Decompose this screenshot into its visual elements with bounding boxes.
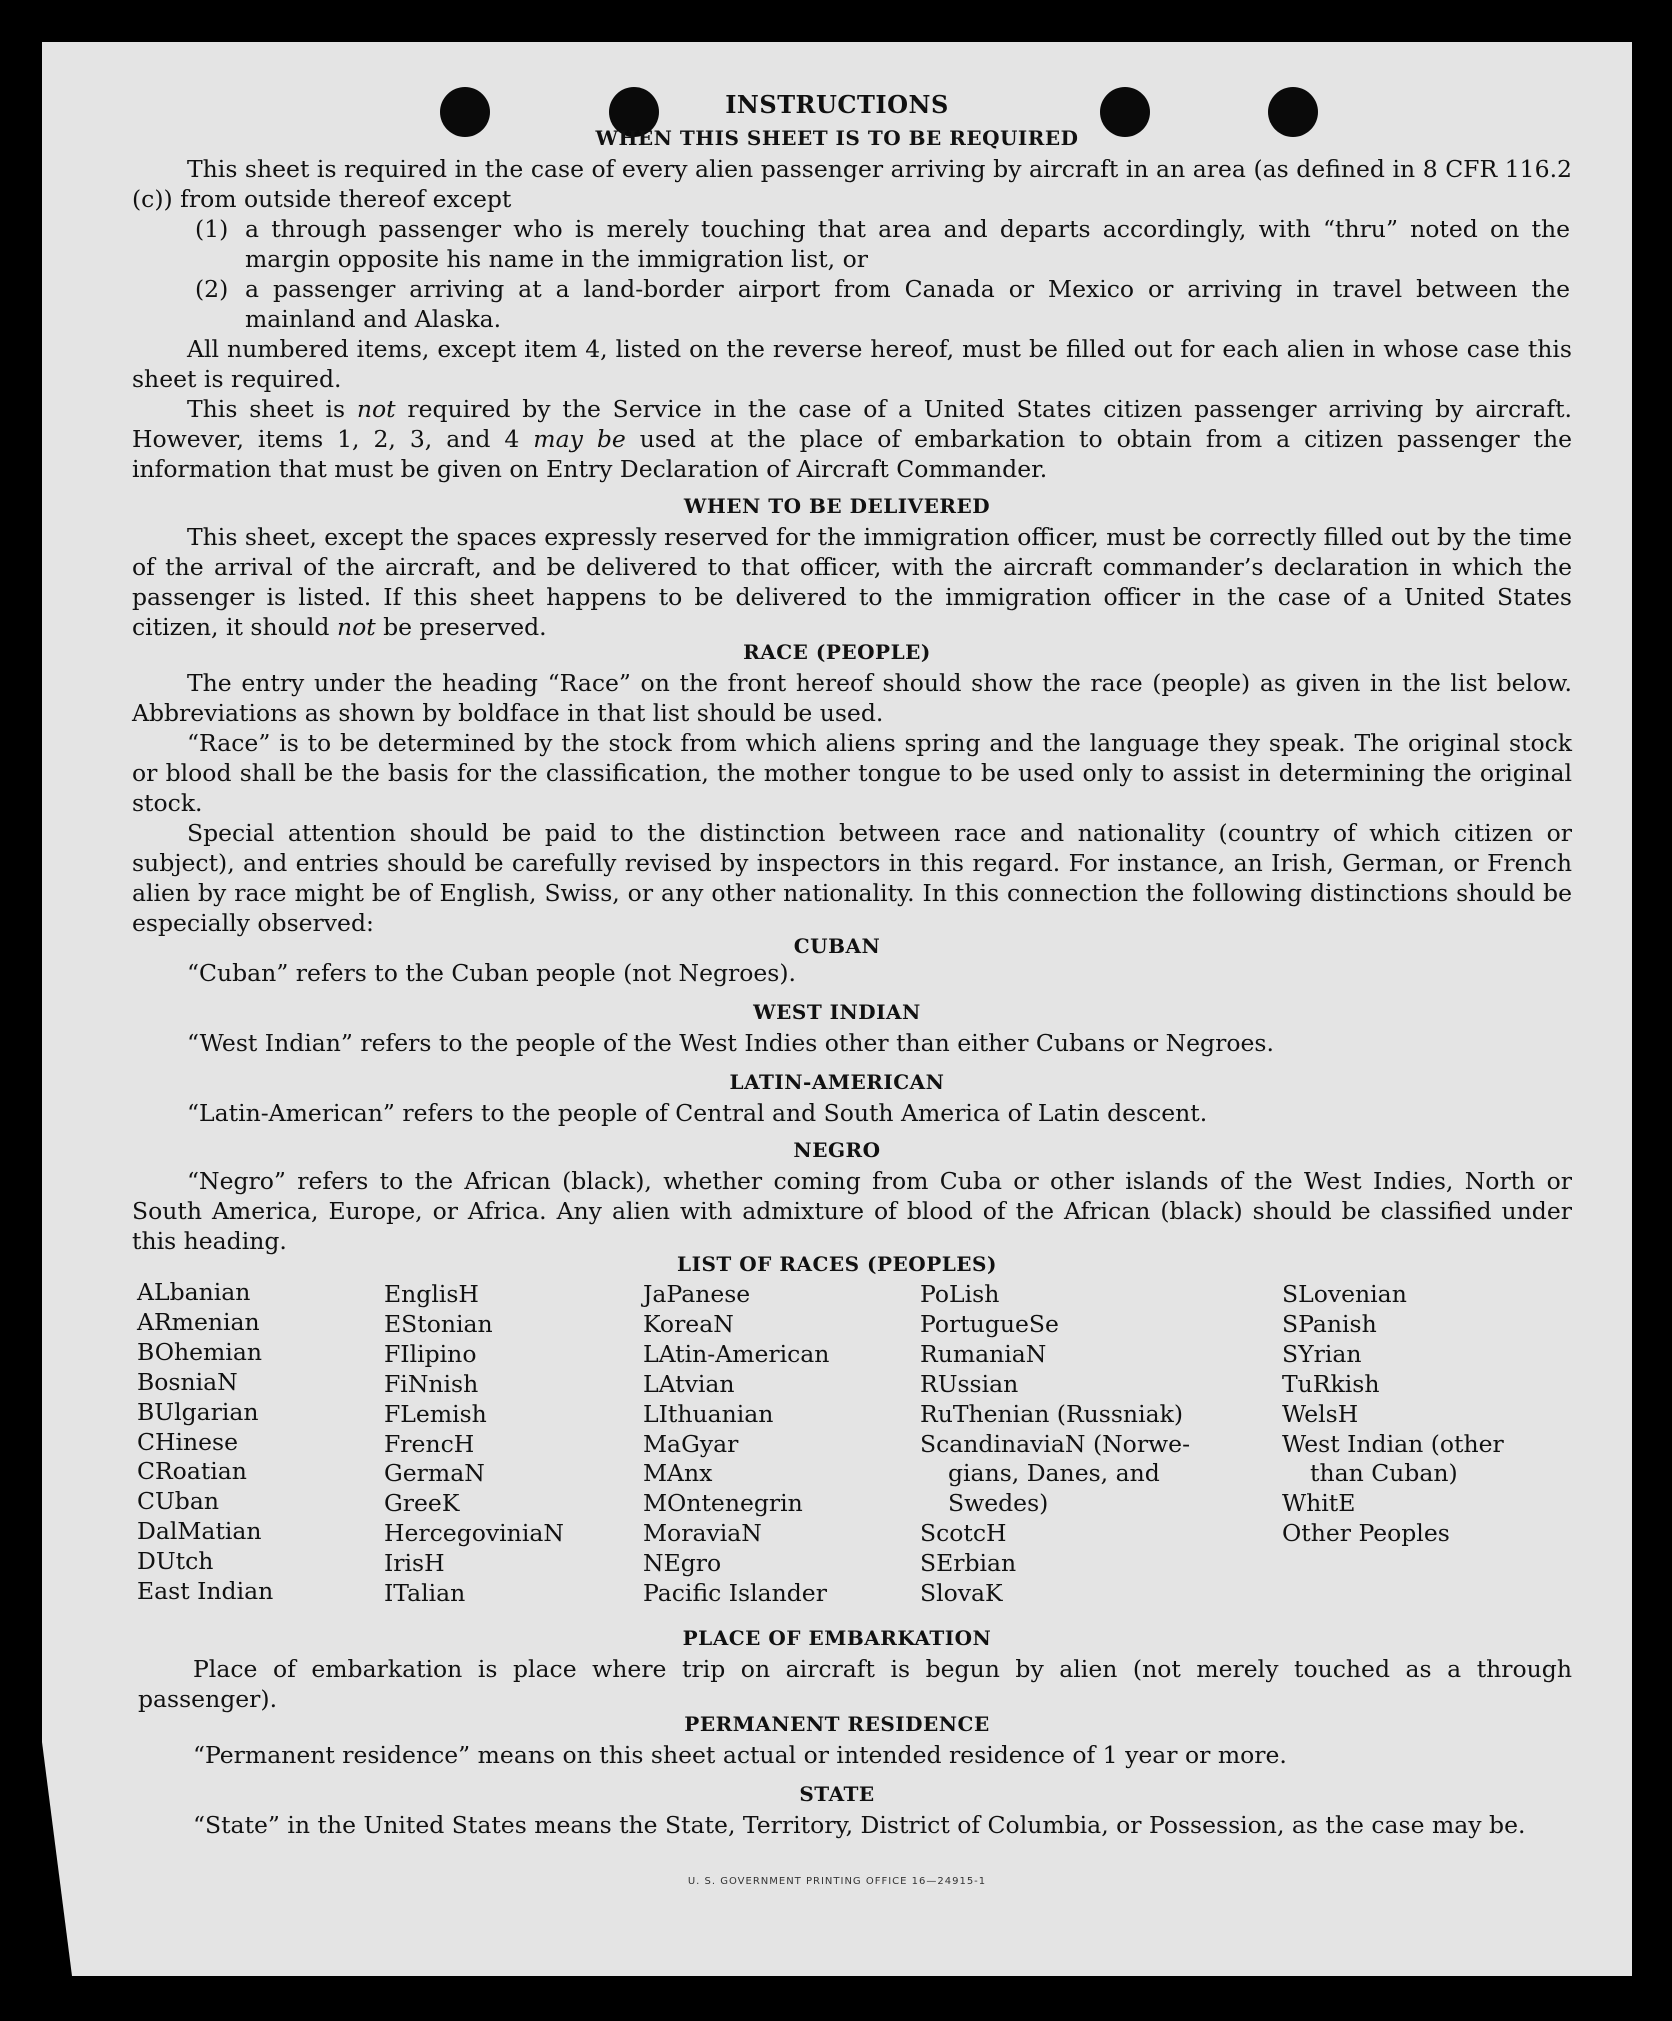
race-entry: IrisH — [384, 1549, 445, 1578]
paragraph: The entry under the heading “Race” on the front hereof should show the race (people) as given in the list below. Abbreviations as shown by boldface in that list should be used. — [132, 669, 1572, 727]
race-entry: HercegoviniaN — [384, 1519, 564, 1548]
race-entry: RUssian — [920, 1369, 1019, 1398]
races-column-1 — [137, 1278, 273, 1607]
paragraph: “Race” is to be determined by the stock from which aliens spring and the language they speak. The original stock or blood shall be the basis for the classification, the mother tongue to be used only to assist in determining the original stock. — [132, 729, 1572, 817]
emphasis: not — [356, 395, 396, 423]
race-entry: BUlgarian — [137, 1397, 259, 1426]
race-entry: GreeK — [384, 1489, 460, 1518]
list-item — [195, 214, 1570, 274]
section-heading-list-of-races: LIST OF RACES (PEOPLES) — [677, 1252, 997, 1276]
section-heading-latin-american: LATIN-AMERICAN — [729, 1070, 945, 1094]
document-sheet — [42, 42, 1632, 1976]
text-run: used at the place of embarkation to obtain from a citizen passenger the information that must be given on Entry Declaration of Aircraft Commander. — [132, 425, 1572, 483]
race-entry: LIthuanian — [643, 1399, 774, 1428]
paragraph: “Permanent residence” means on this sheet actual or intended residence of 1 year or more. — [193, 1741, 1287, 1769]
section-heading-state: STATE — [799, 1782, 875, 1806]
race-entry: RuThenian (Russniak) — [920, 1399, 1183, 1428]
emphasis: not — [336, 613, 376, 641]
race-entry: EnglisH — [384, 1280, 479, 1308]
race-entry: EStonian — [384, 1309, 493, 1338]
race-entry: gians, Danes, and — [948, 1459, 1160, 1488]
text-run: This sheet is — [187, 395, 357, 423]
race-entry: SPanish — [1282, 1309, 1377, 1338]
race-entry: FrencH — [384, 1429, 475, 1458]
text-run: This sheet, except the spaces expressly reserved for the immigration officer, must be correctly filled out by the time of the arrival of the aircraft, and be delivered to that officer, with the aircraft commander’s declaration in which the passenger is listed. If this sheet happens to be delivered to the immigration officer in the case of a United States citizen, it should — [132, 523, 1572, 641]
paragraph: “Latin-American” refers to the people of Central and South America of Latin descent. — [187, 1099, 1208, 1127]
section-heading-residence: PERMANENT RESIDENCE — [684, 1712, 990, 1736]
race-entry: DUtch — [137, 1547, 214, 1576]
race-entry: Swedes) — [948, 1489, 1049, 1518]
race-entry: RumaniaN — [920, 1339, 1047, 1368]
race-entry: WhitE — [1282, 1489, 1356, 1518]
races-column-2 — [384, 1280, 564, 1609]
text-run: be preserved. — [375, 613, 547, 641]
printer-imprint: U. S. GOVERNMENT PRINTING OFFICE 16—24915-1 — [687, 1876, 987, 1887]
item-number: (1) — [195, 215, 229, 243]
race-entry: NEgro — [643, 1549, 722, 1578]
race-entry: East Indian — [137, 1577, 274, 1606]
section-heading-negro: NEGRO — [793, 1138, 881, 1162]
section-heading-west-indian: WEST INDIAN — [753, 1000, 921, 1024]
race-entry: FiNnish — [384, 1369, 479, 1398]
race-entry: MaGyar — [643, 1429, 739, 1458]
race-entry: DalMatian — [137, 1517, 262, 1546]
race-entry: CUban — [137, 1487, 219, 1516]
paragraph: “Cuban” refers to the Cuban people (not Negroes). — [187, 959, 797, 987]
race-entry: ITalian — [384, 1579, 466, 1608]
paragraph: This sheet is required in the case of every alien passenger arriving by aircraft in an area (as defined in 8 CFR 116.2 (c)) from outside thereof except — [132, 155, 1572, 213]
race-entry: Other Peoples — [1282, 1519, 1450, 1548]
race-entry: WelsH — [1282, 1399, 1359, 1428]
races-column-5 — [1282, 1280, 1504, 1549]
item-text: a through passenger who is merely touching that area and departs accordingly, with “thru” noted on the margin opposite his name in the immigration list, or — [245, 215, 1570, 273]
race-entry: CRoatian — [137, 1457, 247, 1486]
race-entry: SYrian — [1282, 1339, 1362, 1368]
race-entry: MAnx — [643, 1459, 713, 1488]
race-entry: GermaN — [384, 1459, 485, 1488]
section-heading-race: RACE (PEOPLE) — [743, 640, 931, 664]
item-text: a passenger arriving at a land-border airport from Canada or Mexico or arriving in travel between the mainland and Alaska. — [245, 275, 1570, 333]
paragraph — [132, 522, 1572, 642]
race-entry: MOntenegrin — [643, 1489, 803, 1518]
race-entry: SlovaK — [920, 1579, 1003, 1608]
paragraph: All numbered items, except item 4, listed on the reverse hereof, must be filled out for each alien in whose case this sheet is required. — [132, 335, 1572, 393]
race-entry: KoreaN — [643, 1309, 734, 1338]
race-entry: TuRkish — [1282, 1369, 1380, 1398]
race-entry: ScandinaviaN (Norwe- — [920, 1429, 1191, 1458]
paragraph — [132, 394, 1572, 484]
section-heading-required: WHEN THIS SHEET IS TO BE REQUIRED — [595, 126, 1079, 150]
race-entry: LAtin-American — [643, 1339, 830, 1368]
section-heading-embarkation: PLACE OF EMBARKATION — [682, 1626, 992, 1650]
race-entry: ALbanian — [137, 1278, 251, 1306]
race-entry: than Cuban) — [1310, 1459, 1458, 1488]
race-entry: BosniaN — [137, 1367, 238, 1396]
race-entry: MoraviaN — [643, 1519, 762, 1548]
race-entry: FIlipino — [384, 1339, 477, 1368]
race-entry: ScotcH — [920, 1519, 1007, 1548]
race-entry: FLemish — [384, 1399, 487, 1428]
race-entry: LAtvian — [643, 1369, 735, 1398]
paragraph: “West Indian” refers to the people of the West Indies other than either Cubans or Negroes. — [187, 1029, 1274, 1057]
race-entry: West Indian (other — [1282, 1429, 1504, 1458]
section-heading-cuban: CUBAN — [793, 934, 881, 958]
races-column-4 — [920, 1280, 1190, 1609]
race-entry: ARmenian — [137, 1307, 260, 1336]
paragraph: Place of embarkation is place where trip on aircraft is begun by alien (not merely touched as a through passenger). — [138, 1655, 1572, 1713]
page-title: INSTRUCTIONS — [725, 90, 949, 119]
race-entry: SErbian — [920, 1549, 1017, 1578]
section-heading-delivered: WHEN TO BE DELIVERED — [683, 494, 991, 518]
race-entry: SLovenian — [1282, 1280, 1407, 1308]
race-entry: Pacific Islander — [643, 1579, 827, 1608]
item-number: (2) — [195, 275, 229, 303]
race-entry: BOhemian — [137, 1337, 262, 1366]
race-entry: PortugueSe — [920, 1309, 1059, 1338]
list-item — [195, 274, 1570, 334]
paragraph: “State” in the United States means the State, Territory, District of Columbia, or Possession, as the case may be. — [193, 1811, 1526, 1839]
paragraph: Special attention should be paid to the distinction between race and nationality (country of which citizen or subject), and entries should be carefully revised by inspectors in this regard. For instance, an Irish, German, or French alien by race might be of English, Swiss, or any other nationality. In this connection the following distinctions should be especially observed: — [132, 819, 1572, 937]
paragraph: “Negro” refers to the African (black), whether coming from Cuba or other islands of the West Indies, North or South America, Europe, or Africa. Any alien with admixture of blood of the African (black) should be classified under this heading. — [132, 1167, 1572, 1255]
torn-corner — [42, 1742, 72, 1976]
emphasis: may be — [533, 425, 626, 453]
race-entry: JaPanese — [643, 1280, 751, 1308]
race-entry: PoLish — [920, 1280, 1000, 1308]
text-run: required by the Service in the case of a United States citizen passenger arriving by aircraft. However, items 1, 2, 3, and 4 — [132, 395, 1572, 453]
race-entry: CHinese — [137, 1427, 238, 1456]
races-column-3 — [643, 1280, 829, 1609]
